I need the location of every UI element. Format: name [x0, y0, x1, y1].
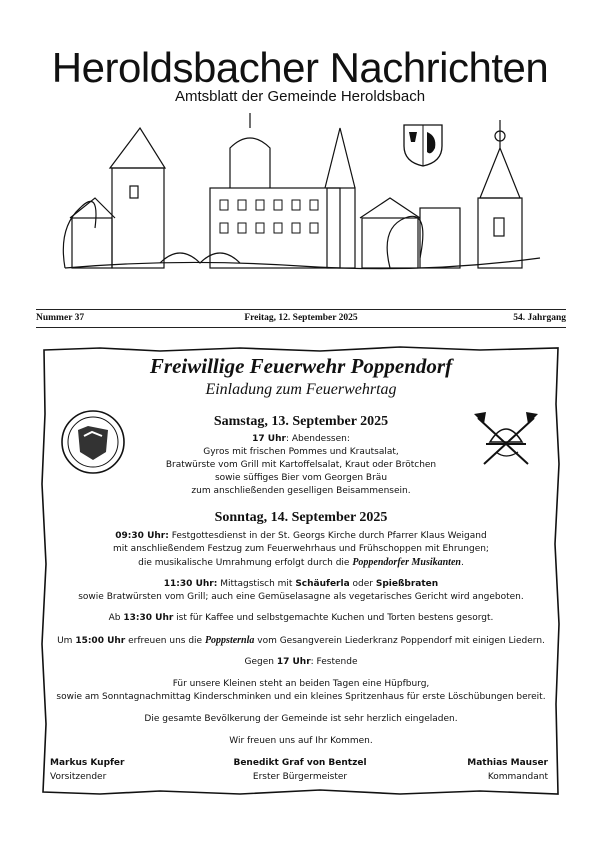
saturday-line: Gyros mit frischen Pommes und Krautsalat,	[203, 447, 399, 457]
sunday-end: Gegen 17 Uhr: Festende	[244, 657, 358, 667]
notice-title: Freiwillige Feuerwehr Poppendorf	[149, 354, 453, 378]
event-notice	[40, 344, 562, 798]
coat-of-arms-icon	[401, 122, 445, 168]
sunday-heading: Sonntag, 14. September 2025	[214, 510, 388, 525]
header-rule-top	[36, 309, 566, 310]
signature-role: Erster Bürgermeister	[252, 772, 348, 782]
sunday-music: die musikalische Umrahmung erfolgt durch die Poppendorfer Musikanten.	[138, 557, 464, 568]
header-rule-bottom	[36, 327, 566, 328]
issue-date: Freitag, 12. September 2025	[244, 313, 358, 323]
kids-line: sowie am Sonntagnachmittag Kinderschminken und ein kleines Spritzenhaus für erste Löschübungen bereit.	[56, 692, 546, 702]
issue-number: Nummer 37	[36, 313, 85, 323]
notice-subtitle: Einladung zum Feuerwehrtag	[205, 381, 397, 398]
sunday-lunch: 11:30 Uhr: Mittagstisch mit Schäuferla oder Spießbraten	[163, 579, 439, 589]
signature-role: Vorsitzender	[50, 772, 107, 782]
saturday-heading: Samstag, 13. September 2025	[213, 414, 389, 429]
kids-line: Für unsere Kleinen steht an beiden Tagen eine Hüpfburg,	[172, 679, 430, 689]
sunday-procession: mit anschließendem Festzug zum Feuerwehrhaus und Frühschoppen mit Ehrungen;	[113, 544, 489, 554]
signature-role: Kommandant	[487, 772, 548, 782]
saturday-dinner: 17 Uhr: Abendessen:	[252, 434, 350, 444]
saturday-line: sowie süffiges Bier vom Georgen Bräu	[214, 473, 388, 483]
signature-name: Mathias Mauser	[467, 758, 548, 768]
saturday-line: zum anschließenden geselligen Beisammensein.	[191, 486, 411, 496]
closing-invitation: Die gesamte Bevölkerung der Gemeinde ist sehr herzlich eingeladen.	[144, 714, 458, 724]
village-illustration	[60, 108, 550, 308]
signature-name: Benedikt Graf von Bentzel	[233, 758, 367, 768]
sunday-lunch-extra: sowie Bratwürsten vom Grill; auch eine Gemüselasagne als vegetarisches Gericht wird angeboten.	[78, 592, 524, 602]
issue-volume: 54. Jahrgang	[513, 313, 566, 323]
sunday-service: 09:30 Uhr: Festgottesdienst in der St. Georgs Kirche durch Pfarrer Klaus Weigand	[115, 531, 487, 541]
signature-name: Markus Kupfer	[50, 758, 125, 768]
closing-thanks: Wir freuen uns auf Ihr Kommen.	[229, 736, 373, 746]
sunday-choir: Um 15:00 Uhr erfreuen uns die Poppsternla vom Gesangverein Liederkranz Poppendorf mit einigen Liedern.	[57, 635, 545, 646]
signature-commander	[467, 756, 548, 784]
sunday-coffee: Ab 13:30 Uhr ist für Kaffee und selbstgemachte Kuchen und Torten bestens gesorgt.	[108, 613, 494, 623]
saturday-line: Bratwürste vom Grill mit Kartoffelsalat, Kraut oder Brötchen	[165, 460, 437, 470]
newspaper-title: Heroldsbacher Nachrichten	[51, 44, 549, 91]
newspaper-subtitle: Amtsblatt der Gemeinde Heroldsbach	[174, 88, 426, 105]
